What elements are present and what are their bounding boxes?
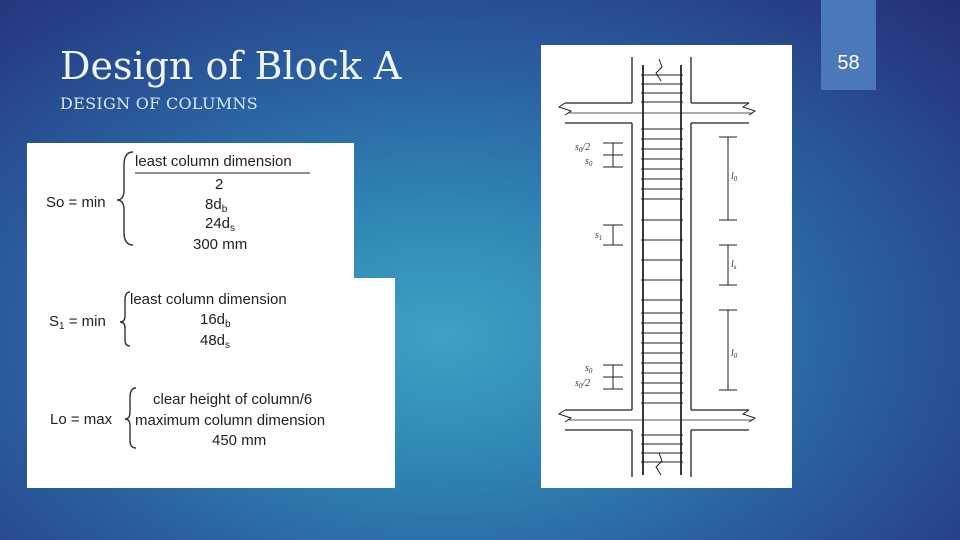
column-detail-svg	[541, 45, 792, 488]
lo-item-max-dimension: maximum column dimension	[135, 412, 326, 429]
so-numerator: least column dimension	[135, 153, 292, 170]
slide-title: Design of Block A	[60, 44, 402, 88]
lo-item-450mm: 450 mm	[212, 432, 267, 449]
so-item-24ds-sub: s	[230, 223, 236, 234]
label-l0-bottom: $l_0$	[731, 348, 738, 360]
lo-lhs: Lo = max	[50, 411, 113, 428]
so-item-300mm: 300 mm	[193, 236, 248, 253]
formula-box-s1-lo	[27, 278, 395, 488]
label-s0-half-top: $s_0/2$	[575, 142, 591, 154]
page-number: 58	[837, 52, 860, 74]
s1-lhs	[49, 313, 106, 332]
label-s0-top: $s_0$	[585, 156, 593, 168]
label-s0-bottom: $s_0$	[585, 363, 593, 375]
label-l0-top: $l_0$	[731, 171, 738, 183]
lo-item-clear-height: clear height of column/6	[153, 391, 313, 408]
s1-lhs-sub: 1	[59, 321, 65, 332]
s1-item-least: least column dimension	[130, 291, 287, 308]
so-item-8db-sub: b	[221, 204, 228, 215]
s1-lhs-main: S	[49, 313, 60, 330]
s1-item-16db-main: 16d	[200, 311, 226, 328]
so-item-24ds-main: 24d	[205, 215, 231, 232]
so-lhs: So = min	[46, 194, 106, 211]
so-item-8db-main: 8d	[205, 196, 222, 213]
s1-item-16db-sub: b	[225, 319, 231, 330]
label-s0-half-bottom: $s_0/2$	[575, 378, 591, 390]
label-ls: $l_s$	[731, 259, 737, 271]
so-denominator: 2	[215, 176, 224, 193]
column-detail-diagram	[541, 45, 792, 488]
s1-lhs-rest: = min	[64, 313, 106, 330]
s1-item-48ds-main: 48d	[200, 332, 226, 349]
s1-item-48ds-sub: s	[225, 340, 231, 351]
label-s1: $s_1$	[595, 230, 603, 242]
slide-subtitle: DESIGN OF COLUMNS	[60, 94, 258, 113]
